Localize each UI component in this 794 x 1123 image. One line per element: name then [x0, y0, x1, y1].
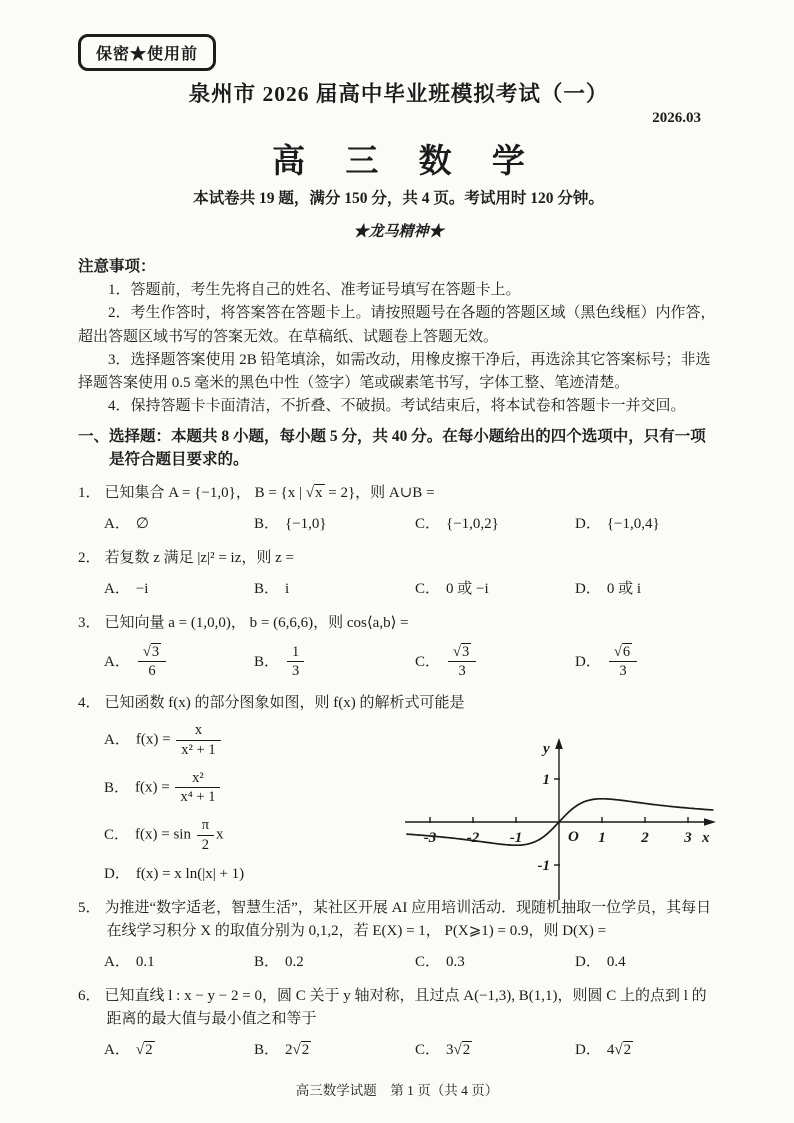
option-A: [104, 1039, 254, 1062]
option-value: f(x) = $\frac{x}{\text{x² + 1}}$: [136, 721, 223, 759]
option-value: {−1,0,2}: [446, 516, 499, 533]
tick-label: -2: [466, 830, 480, 846]
option-value: [446, 643, 478, 681]
option-label: B．: [254, 653, 280, 670]
section1-heading: 一、选择题：本题共 8 小题，每小题 5 分，共 40 分。在每小题给出的四个选项中，只有一项是符合题目要求的。: [78, 427, 706, 468]
option-value: 0 或 −i: [446, 581, 489, 598]
page-footer: 高三数学试题 第 1 页（共 4 页）: [295, 1083, 499, 1098]
option-label: A．: [104, 1042, 130, 1059]
question-number: 6．: [78, 987, 101, 1004]
option-label: C．: [415, 581, 441, 598]
sqrt-expression: √2: [292, 1042, 310, 1059]
option-label: B．: [254, 516, 280, 533]
option-label: D．: [575, 1042, 601, 1059]
fraction-denominator: 3: [458, 663, 466, 680]
q4-function-graph: [399, 734, 719, 906]
motto-line: ★龙马精神★: [353, 224, 444, 240]
option-value: 2√2: [285, 1042, 310, 1059]
option-A: [104, 721, 434, 759]
question-stem: 3． 已知向量 a = (1,0,0)， b = (6,6,6)，则 cos⟨a,b⟩ =: [78, 614, 409, 631]
origin-label: O: [568, 829, 579, 845]
x-axis-arrow-icon: [704, 818, 716, 826]
sqrt-radicand: 3: [461, 643, 470, 660]
option-C: [415, 1039, 575, 1062]
question-options: [78, 1039, 719, 1062]
option-D: [575, 643, 719, 681]
option-C: [415, 513, 575, 536]
tick-label: 1: [598, 830, 606, 846]
option-value: f(x) = sin $\frac{\pi}{2}$ x: [135, 817, 224, 853]
y-axis-arrow-icon: [555, 738, 563, 749]
option-D: [575, 513, 719, 536]
sqrt-radicand: 2: [301, 1042, 310, 1059]
tick-label: 3: [684, 830, 692, 846]
question-5: [78, 897, 719, 974]
fraction-denominator: 3: [619, 663, 627, 680]
option-A: [104, 513, 254, 536]
option-label: B．: [254, 581, 280, 598]
fraction-denominator: 6: [148, 663, 156, 680]
option-value: [285, 643, 306, 681]
option-C: [415, 951, 575, 974]
question-6: [78, 985, 719, 1062]
fraction: [138, 644, 166, 680]
tick-label: 1: [542, 772, 550, 788]
fraction-numerator: [609, 644, 637, 663]
fraction: [176, 722, 220, 758]
option-value: 0.3: [446, 954, 465, 971]
option-D: [104, 863, 434, 886]
option-value: 3√2: [446, 1042, 471, 1059]
sqrt-expression: √6: [613, 643, 631, 660]
option-value: [136, 643, 168, 681]
option-label: C．: [415, 653, 441, 670]
option-label: D．: [575, 954, 601, 971]
question-3: [78, 612, 719, 682]
y-axis-label: y: [543, 741, 550, 757]
option-label: D．: [575, 653, 601, 670]
option-label: C．: [415, 1042, 441, 1059]
fraction-denominator: x⁴ + 1: [180, 789, 216, 806]
sqrt-expression: √3: [453, 643, 470, 660]
paper-info: 本试卷共 19 题，满分 150 分，共 4 页。考试用时 120 分钟。: [193, 190, 604, 207]
option-D: [575, 951, 719, 974]
option-label: A．: [104, 954, 130, 971]
fraction-numerator: x²: [175, 770, 220, 789]
option-value: {−1,0}: [285, 516, 327, 533]
option-value: f(x) = x ln(|x| + 1): [135, 866, 245, 883]
fraction: [287, 644, 304, 680]
question-1: [78, 482, 719, 536]
notice-item-2: 2．考生作答时，将答案答在答题卡上。请按照题号在各题的答题区域（黑色线框）内作答，超出答题区域书写的答案无效。在草稿纸、试题卷上答题无效。: [78, 305, 716, 345]
question-options: [78, 578, 719, 601]
option-label: A．: [104, 516, 130, 533]
sqrt-radicand: 2: [462, 1042, 471, 1059]
option-value: 0.2: [285, 954, 304, 971]
sqrt-radicand: x: [315, 485, 323, 502]
fraction-numerator: [448, 644, 476, 663]
option-value: −i: [135, 581, 149, 598]
fraction-denominator: 3: [292, 663, 300, 680]
question-stem: 6． 已知直线 l : x − y − 2 = 0，圆 C 关于 y 轴对称，且过点 A(−1,3), B(1,1)，则圆 C 上的点到 l 的距离的最大值与最小值之和等于: [78, 987, 707, 1028]
security-stamp: [78, 34, 216, 71]
option-B: [254, 578, 415, 601]
fraction-denominator: x² + 1: [181, 742, 216, 759]
tick-label: 2: [641, 830, 649, 846]
question-stem: 1． 已知集合 A = {−1,0}， B = {x | √x = 2}，则 A∪B =: [78, 485, 435, 502]
option-label: A．: [104, 732, 130, 749]
question-number: 5．: [78, 899, 101, 916]
option-value: [136, 1039, 155, 1062]
option-value: [607, 643, 639, 681]
security-stamp-text: 保密★使用前: [96, 46, 199, 63]
notice-item-3: 3．选择题答案使用 2B 铅笔填涂，如需改动，用橡皮擦干净后，再选涂其它答案标号；非选择题答案使用 0.5 毫米的黑色中性（签字）笔或碳素笔书写，字体工整、笔迹清楚。: [78, 351, 711, 392]
option-label: B．: [254, 1042, 280, 1059]
notice-heading: 注意事项：: [78, 258, 156, 275]
option-label: D．: [104, 866, 130, 883]
option-A: [104, 578, 254, 601]
question-stem: 2． 若复数 z 满足 |z|² = iz，则 z =: [78, 549, 294, 566]
notice-items: [78, 279, 719, 419]
option-label: B．: [104, 779, 130, 796]
x-axis-label: x: [702, 830, 710, 846]
option-value: 4√2: [606, 1042, 632, 1059]
option-label: A．: [104, 581, 130, 598]
fraction: [175, 770, 220, 806]
question-options: [78, 951, 719, 974]
option-label: C．: [415, 516, 441, 533]
option-B: [254, 643, 415, 681]
option-label: D．: [575, 581, 601, 598]
question-stem: 4． 已知函数 f(x) 的部分图象如图，则 f(x) 的解析式可能是: [78, 695, 465, 712]
fraction-numerator: x: [176, 722, 220, 741]
fraction-numerator: [138, 644, 166, 663]
tick-label: -3: [423, 830, 437, 846]
option-value: 0.4: [606, 954, 626, 971]
fraction: [448, 644, 476, 680]
option-label: B．: [254, 954, 280, 971]
tick-label: -1: [537, 858, 550, 874]
question-2: [78, 547, 719, 601]
option-B: [254, 1039, 415, 1062]
sqrt-radicand: 3: [151, 643, 160, 660]
option-value: 0 或 i: [606, 581, 642, 598]
option-label: A．: [104, 653, 130, 670]
option-A: [104, 951, 254, 974]
option-label: D．: [575, 516, 601, 533]
sqrt-expression: √3: [142, 643, 160, 660]
option-D: [575, 1039, 719, 1062]
sqrt-expression: √x: [305, 485, 323, 502]
fraction: [197, 817, 214, 853]
option-value: 0.1: [135, 954, 155, 971]
tick-label: -1: [509, 830, 523, 846]
sqrt-radicand: 2: [623, 1042, 632, 1059]
sqrt-radicand: 6: [622, 643, 631, 660]
subject-title: 高 三 数 学: [272, 144, 541, 180]
option-B: [254, 951, 415, 974]
question-number: 2．: [78, 549, 101, 566]
question-options: [78, 721, 434, 886]
option-value: ∅: [135, 516, 149, 533]
option-label: C．: [415, 954, 441, 971]
notice-section: [78, 255, 719, 419]
question-options: [78, 643, 719, 681]
fraction-denominator: 2: [201, 836, 209, 853]
option-label: C．: [104, 826, 130, 843]
option-C: [104, 816, 434, 854]
option-B: [104, 769, 434, 807]
question-number: 3．: [78, 614, 101, 631]
fraction: [609, 644, 637, 680]
fraction-numerator: 1: [287, 644, 304, 663]
option-B: [254, 513, 415, 536]
sqrt-expression: √2: [453, 1042, 471, 1059]
sqrt-radicand: 2: [145, 1042, 153, 1059]
option-value: {−1,0,4}: [606, 516, 660, 533]
fraction-numerator: π: [197, 817, 214, 836]
option-value: i: [285, 581, 290, 598]
exam-title: 泉州市 2026 届高中毕业班模拟考试（一）: [188, 82, 609, 106]
option-C: [415, 578, 575, 601]
option-D: [575, 578, 719, 601]
question-options: [78, 513, 719, 536]
option-C: [415, 643, 575, 681]
question-stem: 5． 为推进“数字适老，智慧生活”，某社区开展 AI 应用培训活动．现随机抽取一位学员，其每日在线学习积分 X 的取值分别为 0,1,2，若 E(X) = 1， P(X⩾1) = 0.9，则 D(X) =: [78, 899, 712, 940]
notice-item-1: 1．答题前，考生先将自己的姓名、准考证号填写在答题卡上。: [108, 282, 521, 299]
notice-item-4: 4．保持答题卡卡面清洁，不折叠、不破损。考试结束后，将本试卷和答题卡一并交回。: [108, 398, 686, 415]
question-number: 4．: [78, 695, 101, 712]
option-A: [104, 643, 254, 681]
option-value: f(x) = $\frac{\text{x²}}{\text{x⁴ + 1}}$: [135, 769, 222, 807]
exam-date: 2026.03: [652, 110, 701, 126]
sqrt-expression: √2: [614, 1042, 632, 1059]
question-number: 1．: [78, 485, 101, 502]
sqrt-expression: √2: [135, 1042, 153, 1059]
